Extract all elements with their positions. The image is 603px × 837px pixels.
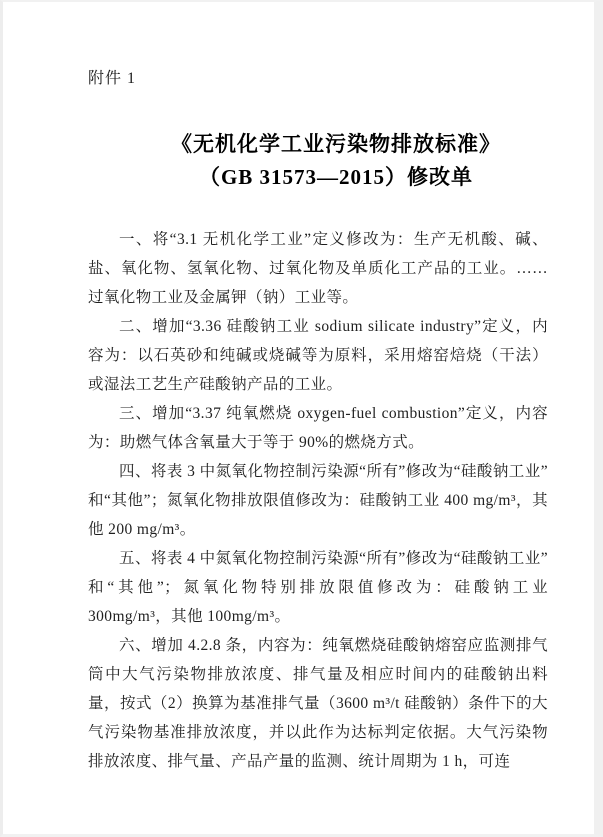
paragraph-4: 四、将表 3 中氮氧化物控制污染源“所有”修改为“硅酸钠工业”和“其他”；氮氧化物排放限值修改为：硅酸钠工业 400 mg/m³，其他 200 mg/m³。 — [88, 463, 548, 538]
document-title — [42, 128, 603, 194]
paragraph-3: 三、增加“3.37 纯氧燃烧 oxygen-fuel combustion”定义，内容为：助燃气体含氧量大于等于 90%的燃烧方式。 — [88, 405, 548, 451]
document-title-line2: （GB 31573—2015）修改单 — [198, 165, 474, 189]
paragraph-2: 二、增加“3.36 硅酸钠工业 sodium silicate industry”定义，内容为：以石英砂和纯碱或烧碱等为原料，采用熔窑焙烧（干法）或湿法工艺生产硅酸钠产品的工业。 — [88, 318, 548, 393]
document-body — [88, 225, 548, 776]
attachment-label: 附件 1 — [88, 70, 137, 87]
paragraph-1: 一、将“3.1 无机化学工业”定义修改为：生产无机酸、碱、盐、氧化物、氢氧化物、过氧化物及单质化工产品的工业。……过氧化物工业及金属钾（钠）工业等。 — [88, 231, 548, 306]
document-title-line1: 《无机化学工业污染物排放标准》 — [171, 132, 501, 156]
paragraph-6: 六、增加 4.2.8 条，内容为：纯氧燃烧硅酸钠熔窑应监测排气筒中大气污染物排放浓度、排气量及相应时间内的硅酸钠出料量，按式（2）换算为基准排气量（3600 m³/t 硅酸钠）条件下的大气污染物基准排放浓度，并以此作为达标判定依据。大气污染物排放浓度、排气量、产品产量的监测、统计周期为 1 h，可连 — [88, 637, 548, 770]
paragraph-5: 五、将表 4 中氮氧化物控制污染源“所有”修改为“硅酸钠工业”和“其他”；氮氧化物特别排放限值修改为：硅酸钠工业 300mg/m³，其他 100mg/m³。 — [88, 550, 548, 625]
